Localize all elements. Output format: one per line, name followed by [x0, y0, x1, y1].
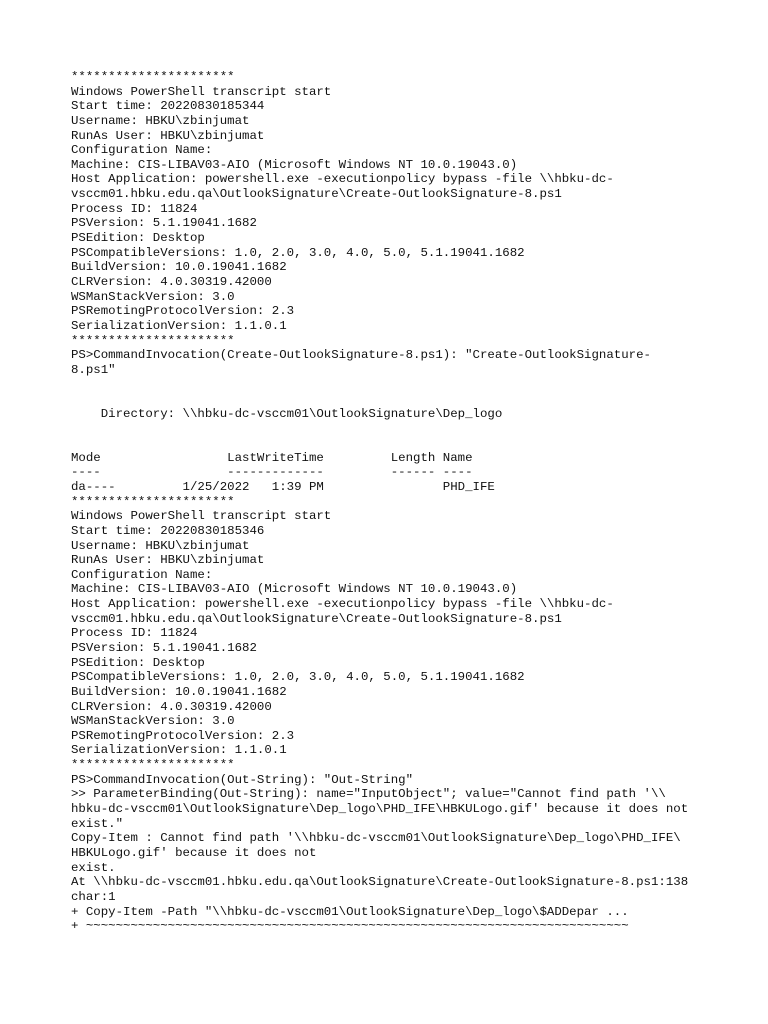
transcript-line: 8.ps1": [71, 362, 116, 377]
transcript-line: Machine: CIS-LIBAV03-AIO (Microsoft Windows NT 10.0.19043.0): [71, 157, 518, 172]
transcript-line: Process ID: 11824: [71, 626, 198, 641]
transcript-line: RunAs User: HBKU\zbinjumat: [71, 128, 265, 143]
transcript-line: Directory: \\hbku-dc-vsccm01\OutlookSignature\Dep_logo: [71, 406, 503, 421]
transcript-line: HBKULogo.gif' because it does not: [71, 845, 317, 860]
transcript-line: vsccm01.hbku.edu.qa\OutlookSignature\Create-OutlookSignature-8.ps1: [71, 187, 562, 202]
transcript-line: WSManStackVersion: 3.0: [71, 714, 235, 729]
transcript-line: PSCompatibleVersions: 1.0, 2.0, 3.0, 4.0, 5.0, 5.1.19041.1682: [71, 670, 525, 685]
transcript-line: PSEdition: Desktop: [71, 231, 205, 246]
transcript-line: SerializationVersion: 1.1.0.1: [71, 318, 287, 333]
transcript-line: PSVersion: 5.1.19041.1682: [71, 640, 257, 655]
transcript-line: Configuration Name:: [71, 143, 213, 158]
transcript-line: RunAs User: HBKU\zbinjumat: [71, 553, 265, 568]
transcript-line: Windows PowerShell transcript start: [71, 509, 332, 524]
transcript-line: [71, 377, 731, 392]
transcript-line: [71, 436, 731, 451]
transcript-line: exist.": [71, 816, 124, 831]
transcript-line: Machine: CIS-LIBAV03-AIO (Microsoft Windows NT 10.0.19043.0): [71, 582, 518, 597]
transcript-line: PSCompatibleVersions: 1.0, 2.0, 3.0, 4.0, 5.0, 5.1.19041.1682: [71, 245, 525, 260]
transcript-line: PS>CommandInvocation(Create-OutlookSignature-8.ps1): "Create-OutlookSignature-: [71, 348, 651, 363]
transcript-line: PS>CommandInvocation(Out-String): "Out-String": [71, 772, 414, 787]
transcript-line: PSEdition: Desktop: [71, 655, 205, 670]
transcript-line: hbku-dc-vsccm01\OutlookSignature\Dep_logo\PHD_IFE\HBKULogo.gif' because it does not: [71, 802, 689, 817]
transcript-line: Windows PowerShell transcript start: [71, 84, 332, 99]
transcript-line: Mode LastWriteTime Length Name: [71, 450, 473, 465]
transcript-line: BuildVersion: 10.0.19041.1682: [71, 260, 287, 275]
transcript-line: PSRemotingProtocolVersion: 2.3: [71, 728, 295, 743]
transcript-line: [71, 421, 731, 436]
transcript-line: Copy-Item : Cannot find path '\\hbku-dc-vsccm01\OutlookSignature\Dep_logo\PHD_IFE\: [71, 831, 681, 846]
transcript-line: Start time: 20220830185344: [71, 99, 265, 114]
transcript-line: BuildVersion: 10.0.19041.1682: [71, 684, 287, 699]
transcript-line: WSManStackVersion: 3.0: [71, 289, 235, 304]
transcript-line: **********************: [71, 758, 235, 773]
transcript-line: char:1: [71, 889, 116, 904]
transcript-line: CLRVersion: 4.0.30319.42000: [71, 699, 272, 714]
transcript-line: Configuration Name:: [71, 567, 213, 582]
transcript-line: At \\hbku-dc-vsccm01.hbku.edu.qa\OutlookSignature\Create-OutlookSignature-8.ps1:138: [71, 875, 689, 890]
transcript-document: [71, 70, 731, 934]
transcript-line: ---- ------------- ------ ----: [71, 465, 473, 480]
transcript-line: PSRemotingProtocolVersion: 2.3: [71, 304, 295, 319]
transcript-line: vsccm01.hbku.edu.qa\OutlookSignature\Create-OutlookSignature-8.ps1: [71, 611, 562, 626]
transcript-line: da---- 1/25/2022 1:39 PM PHD_IFE: [71, 479, 495, 494]
transcript-line: [71, 392, 731, 407]
transcript-line: Username: HBKU\zbinjumat: [71, 538, 250, 553]
transcript-line: >> ParameterBinding(Out-String): name="InputObject"; value="Cannot find path '\\: [71, 787, 666, 802]
transcript-line: **********************: [71, 333, 235, 348]
transcript-line: **********************: [71, 494, 235, 509]
transcript-line: Host Application: powershell.exe -executionpolicy bypass -file \\hbku-dc-: [71, 172, 614, 187]
transcript-line: Host Application: powershell.exe -executionpolicy bypass -file \\hbku-dc-: [71, 597, 614, 612]
transcript-line: SerializationVersion: 1.1.0.1: [71, 743, 287, 758]
transcript-line: Process ID: 11824: [71, 201, 198, 216]
transcript-line: + Copy-Item -Path "\\hbku-dc-vsccm01\OutlookSignature\Dep_logo\$ADDepar ...: [71, 904, 629, 919]
transcript-line: **********************: [71, 70, 235, 84]
transcript-line: CLRVersion: 4.0.30319.42000: [71, 274, 272, 289]
transcript-line: Username: HBKU\zbinjumat: [71, 113, 250, 128]
transcript-line: PSVersion: 5.1.19041.1682: [71, 216, 257, 231]
transcript-line: + ~~~~~~~~~~~~~~~~~~~~~~~~~~~~~~~~~~~~~~~~~~~~~~~~~~~~~~~~~~~~~~~~~~~~~~~~~: [71, 919, 629, 934]
transcript-line: exist.: [71, 860, 116, 875]
transcript-line: Start time: 20220830185346: [71, 523, 265, 538]
